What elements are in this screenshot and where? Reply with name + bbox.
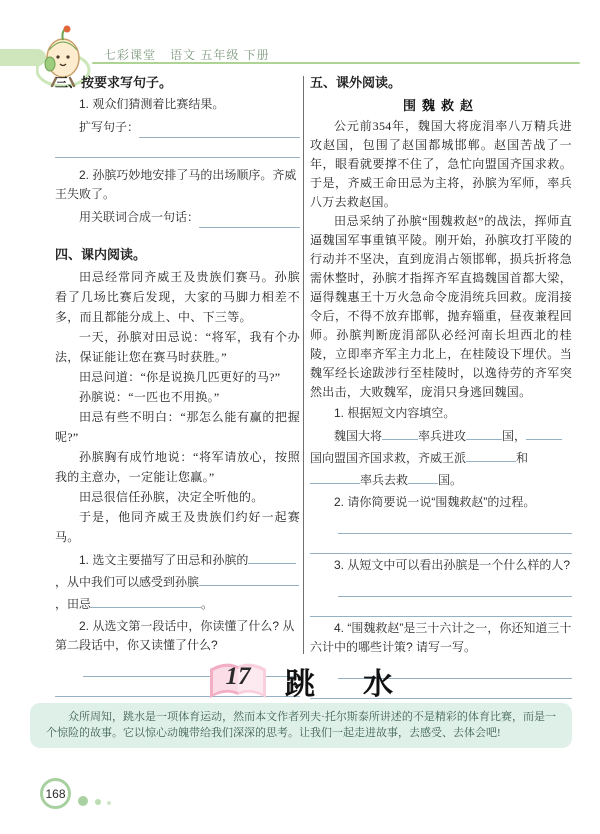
- header-text: [104, 46, 270, 63]
- passage-paragraph: 田忌问道：“你是说换几匹更好的马?”: [79, 370, 281, 384]
- passage-paragraph: 田忌采纳了孙膑“围魏救赵”的战法，挥师直逼魏国军事重镇平陵。刚开始，孙膑攻打平陵的行动并不坚决，直到庞涓占领邯郸，损兵折将急需休整时，孙膑才指挥齐军直捣魏国首都大梁，逼得魏惠王十万火急命令庞涓统兵回救。庞涓接令后，不得不放弃邯郸，抛弃辎重，昼夜兼程回师。孙膑判断庞涓部队必经河南长坦西北的桂陵，立即率齐军主力北上，在桂陵设下埋伏。当魏军经长途跋涉行至桂陵时，以逸待劳的齐军突然出击，大败魏军，庞涓只身逃回魏国。: [310, 214, 572, 399]
- section3-item2: 2. 孙膑巧妙地安排了马的出场顺序。齐威王失败了。: [55, 168, 297, 201]
- book-meta: 语文 五年级 下册: [170, 48, 270, 62]
- page-number-badge: [40, 778, 71, 809]
- section5-heading: 五、课外阅读。: [310, 75, 402, 90]
- in-class-passage: [55, 267, 300, 547]
- section4-heading: 四、课内阅读。: [55, 247, 147, 262]
- lesson-title-char: 跳: [285, 668, 315, 701]
- passage-paragraph: 孙膑说：“一匹也不用换。”: [79, 390, 220, 404]
- answer-blank[interactable]: [139, 121, 300, 138]
- section5-question1: 1. 根据短文内容填空。: [334, 406, 456, 420]
- passage-paragraph: 田忌有些不明白：“那怎么能有赢的把握呢?”: [55, 410, 300, 444]
- answer-line[interactable]: [310, 597, 572, 617]
- expand-sentence-label: 扩写句子：: [79, 120, 140, 134]
- section5-question4: 4. “围魏救赵”是三十六计之一，你还知道三十六计中的哪些计策? 请写一写。: [310, 621, 572, 654]
- answer-line[interactable]: [338, 577, 572, 597]
- answer-blank[interactable]: [466, 427, 502, 440]
- lesson-intro-text: 众所周知，跳水是一项体育运动，然而本文作者列夫·托尔斯泰所讲述的不是精彩的体育比赛，而是一个惊险的故事。它以惊心动魄带给我们深深的思考。让我们一起走进故事，去感受、去体会吧!: [46, 711, 556, 739]
- footer-dot-decoration: [107, 801, 111, 805]
- answer-blank[interactable]: [526, 427, 562, 440]
- answer-blank[interactable]: [408, 471, 438, 484]
- answer-blank[interactable]: [199, 573, 299, 586]
- join-sentence-row: [79, 206, 300, 228]
- answer-blank[interactable]: [248, 551, 296, 564]
- lesson-number: 17: [225, 663, 251, 690]
- footer-dot-decoration: [78, 796, 88, 806]
- column-divider: [303, 76, 304, 654]
- answer-blank[interactable]: [466, 449, 516, 462]
- question-text: 1. 选文主要描写了田忌和孙膑的: [79, 553, 249, 567]
- lesson-header: [0, 658, 600, 704]
- join-sentence-label: 用关联词合成一句话：: [79, 210, 200, 224]
- question-text: 国，: [502, 429, 527, 443]
- expand-sentence-row: [79, 116, 300, 138]
- passage-paragraph: 田忌很信任孙膑，决定全听他的。: [79, 490, 264, 504]
- question-text: 率兵去救: [360, 473, 409, 487]
- question-text: ，从中我们可以感受到孙膑: [55, 575, 200, 589]
- section3-heading: 三、按要求写句子。: [55, 75, 173, 90]
- answer-blank[interactable]: [91, 595, 201, 608]
- question-text: 。: [201, 597, 214, 611]
- brand-name: 七彩课堂: [104, 48, 157, 62]
- answer-blank[interactable]: [310, 471, 360, 484]
- question-text: 率兵进攻: [418, 429, 467, 443]
- section5-question2: 2. 请你简要说一说“围魏救赵”的过程。: [334, 495, 536, 509]
- answer-blank[interactable]: [199, 211, 300, 228]
- question-text: 魏国大将: [334, 429, 383, 443]
- question-text: 和: [516, 451, 529, 465]
- section5-question3: 3. 从短文中可以看出孙膑是一个什么样的人?: [334, 558, 571, 572]
- right-column: [310, 70, 572, 699]
- section4-question1: [55, 549, 300, 615]
- footer-dot-decoration: [95, 799, 101, 805]
- lesson-title-char: 水: [363, 668, 393, 701]
- passage-paragraph: 田忌经常同齐威王及贵族们赛马。孙膑看了几场比赛后发现，大家的马脚力相差不多，而且都能分成上、中、下三等。: [55, 270, 300, 324]
- answer-line[interactable]: [338, 514, 572, 534]
- lesson-intro-box: [30, 703, 572, 748]
- passage-paragraph: 公元前354年，魏国大将庞涓率八万精兵进攻赵国，包围了赵国都城邯郸。赵国苦战了一年，眼看就要撑不住了，急忙向盟国齐国求救。于是，齐威王命田忌为主将，孙膑为军师，率兵八万去救赵国。: [310, 119, 572, 209]
- question-text: 国向盟国齐国求救，齐威王派: [310, 451, 467, 465]
- section3-item1: 1. 观众们猜测着比赛结果。: [79, 97, 225, 111]
- section5-fill-in: [310, 425, 572, 491]
- question-text: ，田忌: [55, 597, 92, 611]
- passage-paragraph: 一天，孙膑对田忌说：“将军，我有个办法，保证能让您在赛马时获胜。”: [55, 330, 300, 364]
- question-text: 国。: [438, 473, 463, 487]
- passage-title: 围魏救赵: [402, 98, 479, 113]
- passage-paragraph: 孙膑胸有成竹地说：“将军请放心，按照我的主意办，一定能让您赢。”: [55, 450, 300, 484]
- section4-question2: 2. 从选文第一段话中，你读懂了什么? 从第二段话中，你又读懂了什么?: [55, 619, 295, 652]
- page-number: 168: [45, 786, 66, 801]
- book-icon: [207, 659, 269, 703]
- answer-line[interactable]: [310, 534, 572, 554]
- answer-blank[interactable]: [382, 427, 418, 440]
- passage-paragraph: 于是，他同齐威王及贵族们约好一起赛马。: [55, 510, 300, 544]
- extracurricular-passage: [310, 117, 572, 402]
- answer-line[interactable]: [55, 138, 300, 158]
- left-column: [55, 70, 300, 737]
- lesson-title: [285, 659, 393, 703]
